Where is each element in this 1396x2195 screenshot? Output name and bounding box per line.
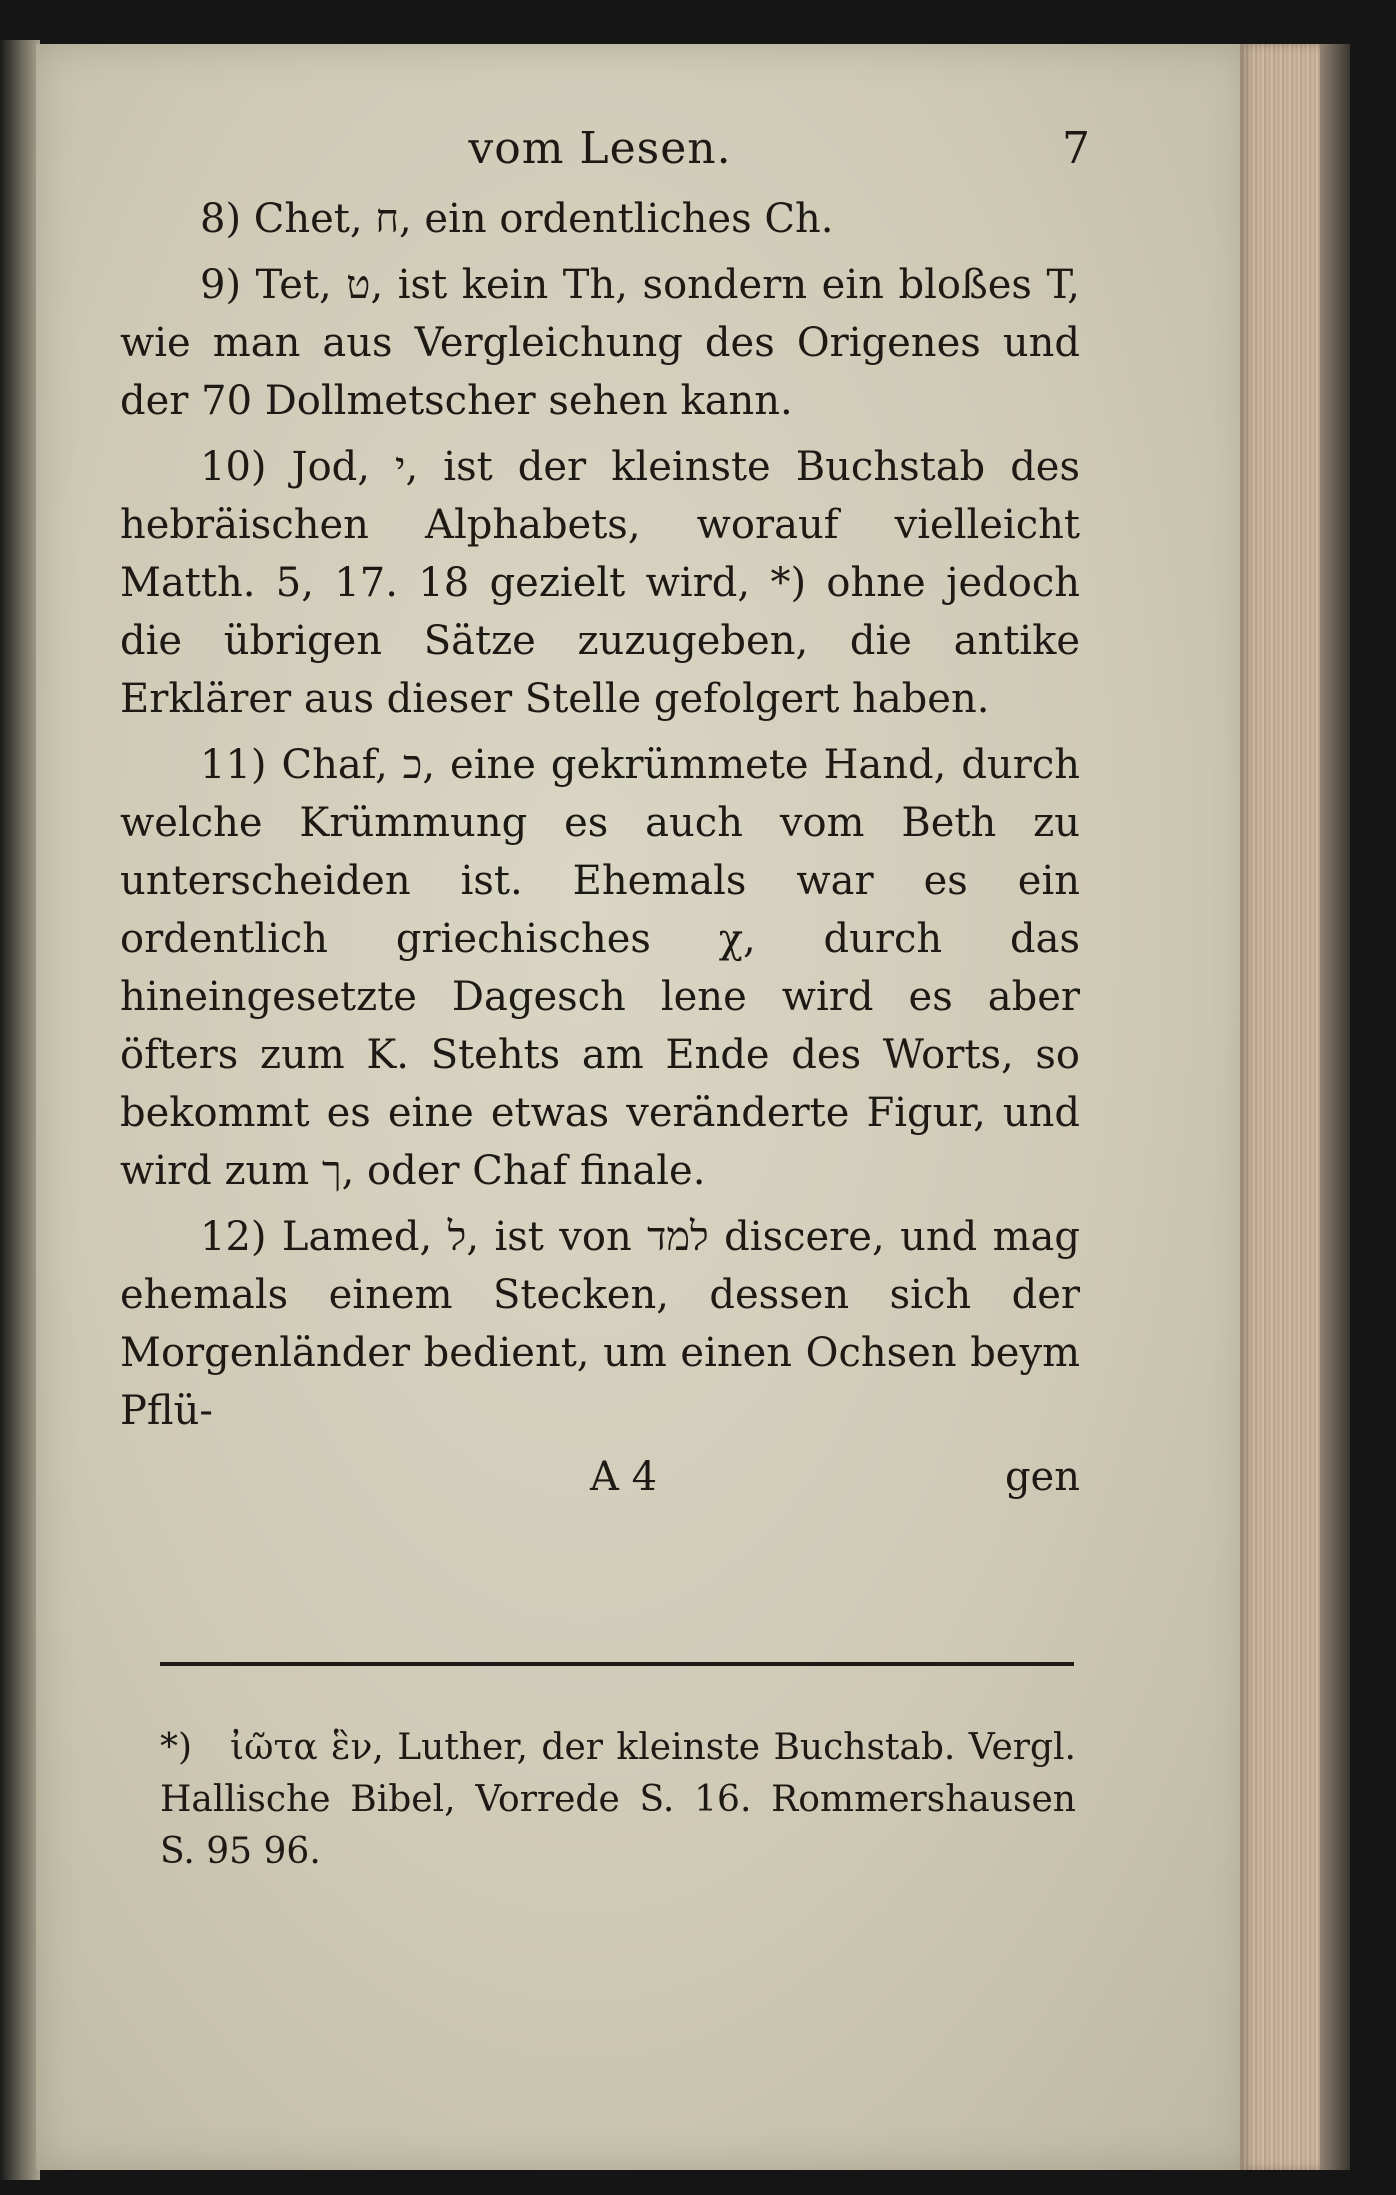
page-text bbox=[120, 120, 1090, 1510]
catchword: gen bbox=[1004, 1454, 1080, 1500]
page-edges bbox=[1240, 44, 1350, 2170]
catchline bbox=[120, 1448, 1080, 1510]
entry-tet: 9) Tet, ט, ist kein Th, sondern ein bloßes T, wie man aus Vergleichung des Origenes und der 70 Dollmetscher sehen kann. bbox=[120, 262, 1080, 424]
entry-lamed: 12) Lamed, ל, ist von למד discere, und mag ehemals einem Stecken, dessen sich der Morgenländer bedient, um einen Ochsen beym Pflü- bbox=[120, 1214, 1080, 1434]
entry-jod: 10) Jod, י, ist der kleinste Buchstab des hebräischen Alphabets, worauf vielleicht Matth. 5, 17. 18 gezielt wird, *) ohne jedoch die übrigen Sätze zuzugeben, die antike Erklärer aus dieser Stelle gefolgert haben. bbox=[120, 444, 1081, 722]
running-head: vom Lesen. bbox=[468, 123, 732, 174]
page-number: 7 bbox=[1062, 123, 1090, 174]
signature-mark: A 4 bbox=[590, 1454, 658, 1500]
entry-chet: 8) Chet, ח, ein ordentliches Ch. bbox=[200, 196, 834, 242]
entry-chaf: 11) Chaf, כ, eine gekrümmete Hand, durch welche Krümmung es auch vom Beth zu unterscheiden ist. Ehemals war es ein ordentlich griechisches χ, durch das hineingesetzte Dagesch lene wird es aber öfters zum K. Stehts am Ende des Worts, so bekommt es eine etwas veränderte Figur, und wird zum ך, oder Chaf finale. bbox=[120, 742, 1080, 1194]
book-gutter bbox=[0, 40, 40, 2180]
footnote-text: ἰῶτα ἓν, Luther, der kleinste Buchstab. Vergl. Hallische Bibel, Vorrede S. 16. Rommershausen S. 95 96. bbox=[160, 1727, 1076, 1872]
page-header bbox=[120, 120, 1090, 190]
footnote-rule bbox=[160, 1662, 1074, 1666]
footnote-marker: *) bbox=[160, 1727, 193, 1768]
footnote bbox=[160, 1722, 1076, 1878]
